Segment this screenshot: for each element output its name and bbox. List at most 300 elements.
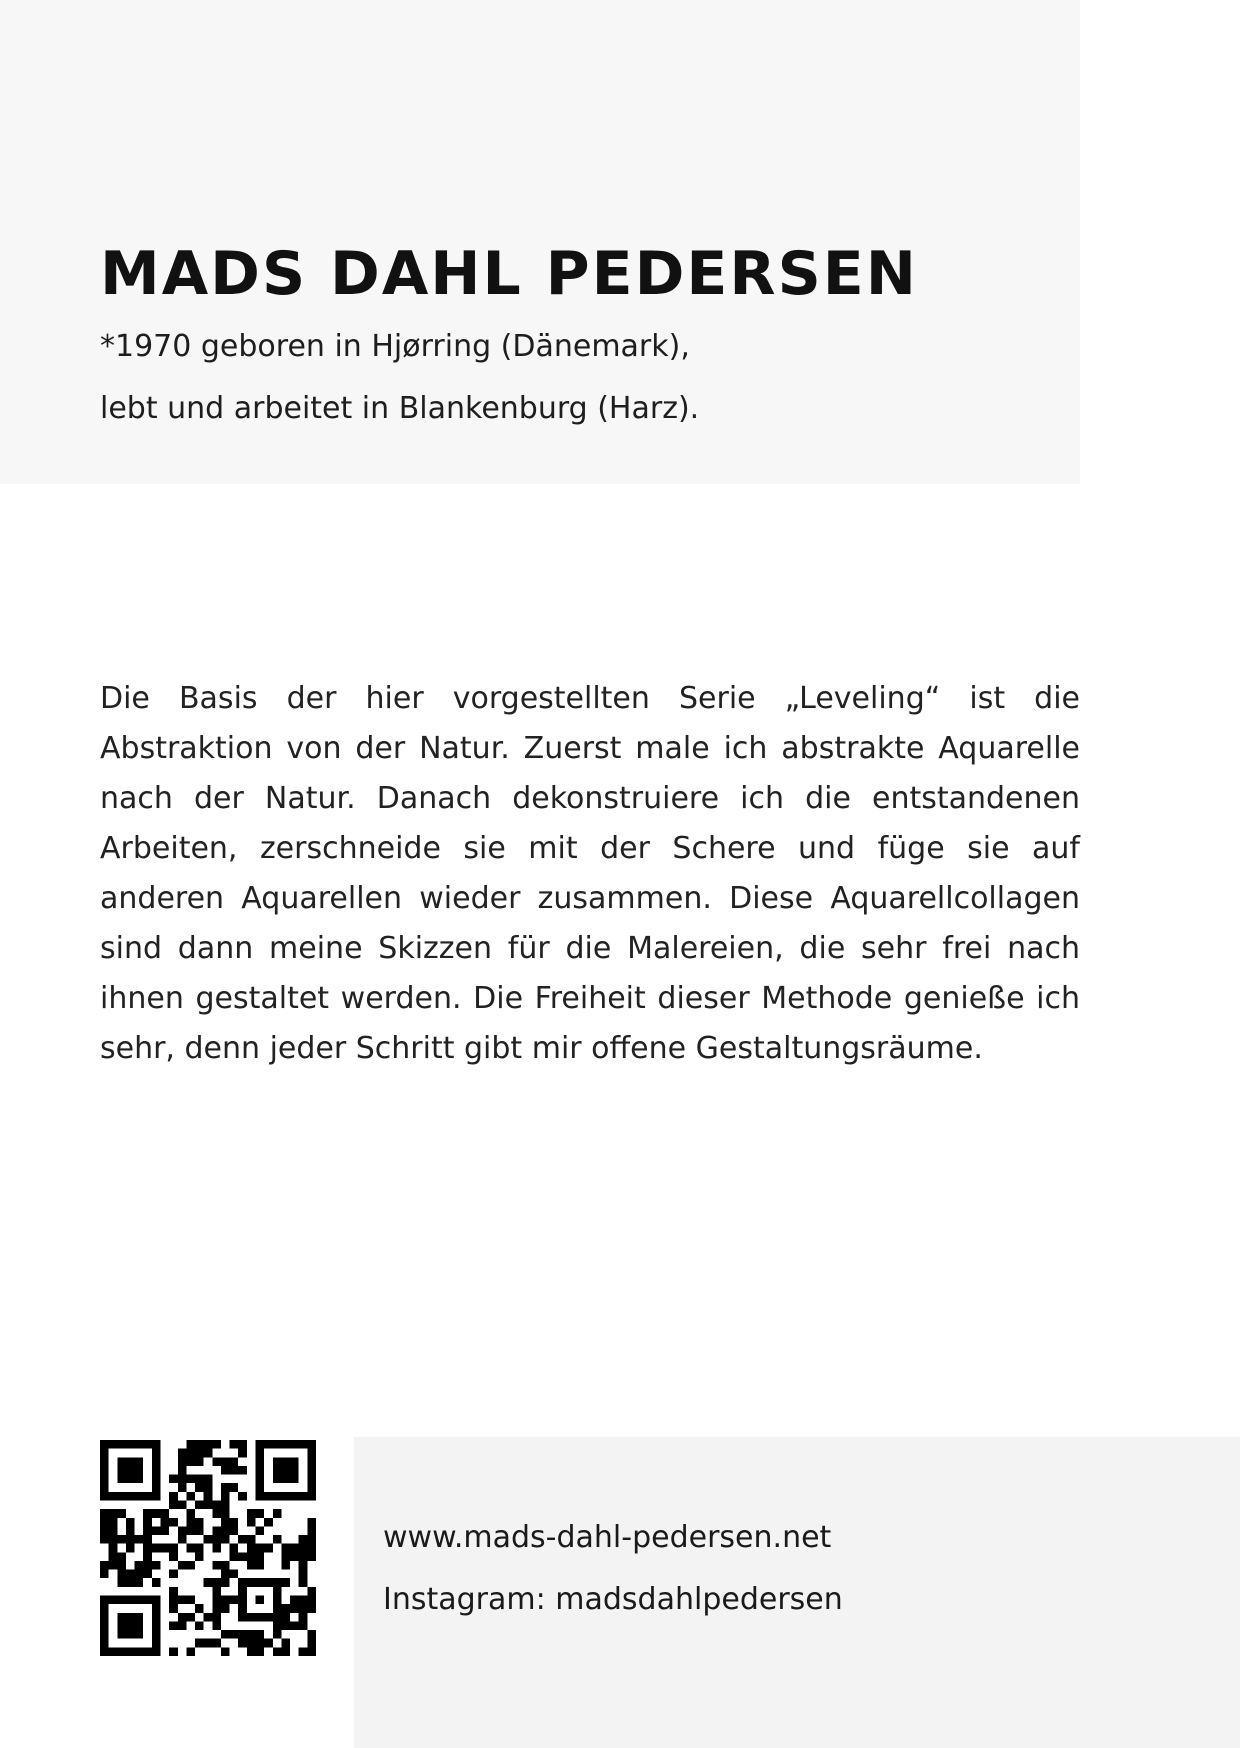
qr-module	[135, 1535, 144, 1544]
qr-module	[290, 1621, 299, 1630]
qr-module	[247, 1630, 256, 1639]
qr-module	[100, 1475, 109, 1484]
qr-module	[152, 1639, 161, 1648]
qr-module	[100, 1457, 109, 1466]
qr-module	[273, 1604, 282, 1613]
qr-module	[143, 1535, 152, 1544]
qr-module	[247, 1535, 256, 1544]
qr-module	[256, 1578, 265, 1587]
qr-module	[152, 1578, 161, 1587]
qr-module	[135, 1578, 144, 1587]
qr-module	[230, 1457, 239, 1466]
qr-module	[169, 1475, 178, 1484]
qr-module	[307, 1492, 316, 1501]
qr-module	[247, 1561, 256, 1570]
qr-module	[143, 1509, 152, 1518]
qr-module	[178, 1561, 187, 1570]
qr-module	[230, 1483, 239, 1492]
qr-module	[238, 1466, 247, 1475]
qr-module	[109, 1647, 118, 1656]
qr-module	[186, 1518, 195, 1527]
qr-module	[247, 1578, 256, 1587]
qr-module	[152, 1630, 161, 1639]
qr-module	[307, 1440, 316, 1449]
qr-module	[126, 1518, 135, 1527]
qr-module	[230, 1466, 239, 1475]
qr-module	[178, 1500, 187, 1509]
qr-module	[152, 1457, 161, 1466]
qr-module	[135, 1613, 144, 1622]
qr-module	[195, 1440, 204, 1449]
qr-module	[204, 1535, 213, 1544]
qr-module	[195, 1475, 204, 1484]
qr-module	[221, 1596, 230, 1605]
qr-module	[126, 1647, 135, 1656]
instagram-handle[interactable]: Instagram: madsdahlpedersen	[383, 1582, 843, 1617]
qr-module	[117, 1552, 126, 1561]
qr-module	[152, 1449, 161, 1458]
qr-module	[256, 1544, 265, 1553]
qr-module	[126, 1613, 135, 1622]
qr-module	[230, 1552, 239, 1561]
qr-module	[273, 1466, 282, 1475]
qr-module	[307, 1449, 316, 1458]
qr-module	[230, 1544, 239, 1553]
qr-module	[117, 1613, 126, 1622]
qr-module	[100, 1526, 109, 1535]
qr-module	[212, 1639, 221, 1648]
qr-module	[221, 1509, 230, 1518]
qr-module	[152, 1492, 161, 1501]
qr-module	[169, 1500, 178, 1509]
qr-module	[135, 1621, 144, 1630]
qr-module	[212, 1561, 221, 1570]
qr-module	[264, 1492, 273, 1501]
qr-module	[230, 1596, 239, 1605]
qr-module	[290, 1466, 299, 1475]
qr-module	[281, 1544, 290, 1553]
qr-module	[135, 1596, 144, 1605]
qr-module	[256, 1440, 265, 1449]
qr-module	[221, 1578, 230, 1587]
qr-module	[160, 1509, 169, 1518]
qr-module	[100, 1440, 109, 1449]
qr-module	[290, 1440, 299, 1449]
qr-module	[273, 1587, 282, 1596]
qr-module	[221, 1535, 230, 1544]
qr-module	[152, 1561, 161, 1570]
bio-residence-line: lebt und arbeitet in Blankenburg (Harz).	[100, 391, 700, 426]
qr-module	[109, 1544, 118, 1553]
qr-module	[212, 1509, 221, 1518]
qr-module	[117, 1475, 126, 1484]
qr-module	[186, 1647, 195, 1656]
qr-module	[212, 1596, 221, 1605]
qr-module	[195, 1544, 204, 1553]
qr-module	[126, 1475, 135, 1484]
qr-module	[212, 1440, 221, 1449]
qr-module	[238, 1613, 247, 1622]
qr-module	[109, 1509, 118, 1518]
qr-module	[178, 1613, 187, 1622]
qr-module	[169, 1621, 178, 1630]
qr-module	[299, 1552, 308, 1561]
qr-module	[186, 1457, 195, 1466]
qr-module	[143, 1492, 152, 1501]
qr-module	[195, 1552, 204, 1561]
qr-module	[290, 1552, 299, 1561]
qr-module	[299, 1561, 308, 1570]
qr-module	[281, 1647, 290, 1656]
qr-module	[221, 1466, 230, 1475]
qr-module	[135, 1440, 144, 1449]
qr-module	[290, 1596, 299, 1605]
qr-module	[143, 1596, 152, 1605]
qr-module	[264, 1613, 273, 1622]
qr-module	[281, 1613, 290, 1622]
qr-module	[299, 1535, 308, 1544]
qr-module	[256, 1552, 265, 1561]
qr-module	[238, 1596, 247, 1605]
qr-module	[281, 1561, 290, 1570]
qr-module	[256, 1647, 265, 1656]
qr-module	[186, 1492, 195, 1501]
qr-code-graphic	[100, 1440, 316, 1656]
qr-module	[135, 1561, 144, 1570]
qr-module	[273, 1647, 282, 1656]
qr-module	[186, 1475, 195, 1484]
qr-module	[299, 1492, 308, 1501]
qr-module	[152, 1475, 161, 1484]
qr-module	[109, 1440, 118, 1449]
qr-module	[143, 1518, 152, 1527]
qr-module	[152, 1526, 161, 1535]
qr-module	[256, 1475, 265, 1484]
qr-module	[238, 1535, 247, 1544]
qr-module	[195, 1526, 204, 1535]
qr-module	[238, 1440, 247, 1449]
qr-module	[152, 1647, 161, 1656]
qr-module	[230, 1526, 239, 1535]
qr-module	[273, 1630, 282, 1639]
qr-module	[135, 1466, 144, 1475]
qr-module	[135, 1647, 144, 1656]
qr-module	[117, 1630, 126, 1639]
qr-module	[299, 1604, 308, 1613]
qr-module	[117, 1561, 126, 1570]
qr-module	[264, 1518, 273, 1527]
qr-module	[273, 1457, 282, 1466]
qr-module	[247, 1613, 256, 1622]
qr-module	[117, 1492, 126, 1501]
qr-module	[143, 1570, 152, 1579]
qr-module	[160, 1518, 169, 1527]
qr-module	[281, 1475, 290, 1484]
qr-module	[126, 1535, 135, 1544]
qr-module	[117, 1596, 126, 1605]
qr-module	[117, 1457, 126, 1466]
qr-module	[221, 1630, 230, 1639]
qr-module	[186, 1526, 195, 1535]
qr-module	[169, 1518, 178, 1527]
qr-module	[152, 1613, 161, 1622]
qr-module	[126, 1440, 135, 1449]
qr-module	[178, 1483, 187, 1492]
qr-module	[195, 1483, 204, 1492]
qr-module	[204, 1449, 213, 1458]
qr-module	[178, 1596, 187, 1605]
qr-module	[299, 1621, 308, 1630]
qr-module	[264, 1639, 273, 1648]
qr-module	[186, 1544, 195, 1553]
bio-birth-line: *1970 geboren in Hjørring (Dänemark),	[100, 329, 690, 364]
qr-module	[100, 1613, 109, 1622]
qr-module	[100, 1561, 109, 1570]
qr-module	[100, 1492, 109, 1501]
qr-module	[186, 1509, 195, 1518]
qr-module	[221, 1561, 230, 1570]
qr-module	[290, 1457, 299, 1466]
qr-module	[204, 1475, 213, 1484]
qr-module	[221, 1526, 230, 1535]
qr-module	[273, 1535, 282, 1544]
qr-module	[195, 1518, 204, 1527]
qr-module	[143, 1526, 152, 1535]
qr-module	[230, 1570, 239, 1579]
qr-module	[204, 1639, 213, 1648]
qr-module	[212, 1526, 221, 1535]
qr-module	[299, 1544, 308, 1553]
qr-module	[247, 1552, 256, 1561]
qr-module	[126, 1621, 135, 1630]
qr-module	[281, 1578, 290, 1587]
qr-module	[117, 1535, 126, 1544]
qr-module	[307, 1552, 316, 1561]
qr-module	[135, 1570, 144, 1579]
qr-module	[281, 1604, 290, 1613]
qr-module	[238, 1449, 247, 1458]
qr-module	[264, 1544, 273, 1553]
qr-module	[221, 1570, 230, 1579]
qr-module	[238, 1552, 247, 1561]
qr-module	[204, 1578, 213, 1587]
qr-module	[100, 1518, 109, 1527]
qr-module	[256, 1449, 265, 1458]
qr-module	[126, 1544, 135, 1553]
qr-module	[160, 1526, 169, 1535]
qr-module	[307, 1544, 316, 1553]
qr-module	[281, 1621, 290, 1630]
qr-module	[307, 1475, 316, 1484]
qr-module	[100, 1639, 109, 1648]
qr-module	[281, 1492, 290, 1501]
qr-module	[178, 1449, 187, 1458]
qr-module	[126, 1578, 135, 1587]
qr-module	[143, 1552, 152, 1561]
qr-module	[299, 1596, 308, 1605]
qr-module	[109, 1596, 118, 1605]
qr-module	[299, 1570, 308, 1579]
qr-module	[100, 1570, 109, 1579]
qr-module	[100, 1509, 109, 1518]
qr-module	[273, 1596, 282, 1605]
qr-module	[264, 1440, 273, 1449]
qr-module	[152, 1596, 161, 1605]
qr-module	[290, 1544, 299, 1553]
qr-module	[126, 1570, 135, 1579]
qr-module	[212, 1604, 221, 1613]
qr-module	[238, 1604, 247, 1613]
series-description: Die Basis der hier vorgestellten Serie „Leveling“ ist die Abstraktion von der Natur. Zuerst male ich abstrakte Aquarelle nach der Natur. Danach dekonstruiere ich die entstandenen Arbeiten, zerschneide sie mit der Schere und füge sie auf anderen Aquarellen wieder zusammen. Diese Aquarellcollagen sind dann meine Skizzen für die Malereien, die sehr frei nach ihnen gestaltet werden. Die Freiheit dieser Methode genieße ich sehr, denn jeder Schritt gibt mir offene Gestaltungsräume.	[100, 681, 1080, 1066]
qr-module	[152, 1509, 161, 1518]
qr-module	[152, 1440, 161, 1449]
qr-module	[169, 1647, 178, 1656]
qr-module	[230, 1518, 239, 1527]
qr-module	[290, 1604, 299, 1613]
qr-module	[152, 1544, 161, 1553]
qr-module	[204, 1500, 213, 1509]
qr-module	[169, 1596, 178, 1605]
qr-module	[186, 1449, 195, 1458]
qr-module	[100, 1449, 109, 1458]
qr-module	[126, 1526, 135, 1535]
qr-module	[135, 1492, 144, 1501]
qr-module	[247, 1509, 256, 1518]
qr-module	[281, 1552, 290, 1561]
qr-module	[238, 1587, 247, 1596]
qr-module	[178, 1475, 187, 1484]
qr-module	[307, 1457, 316, 1466]
qr-module	[152, 1621, 161, 1630]
qr-module	[195, 1500, 204, 1509]
qr-module	[256, 1639, 265, 1648]
qr-module	[256, 1630, 265, 1639]
qr-module	[307, 1535, 316, 1544]
qr-module	[307, 1466, 316, 1475]
qr-module	[178, 1457, 187, 1466]
qr-module	[100, 1483, 109, 1492]
qr-module	[126, 1596, 135, 1605]
qr-module	[256, 1492, 265, 1501]
qr-module	[152, 1466, 161, 1475]
qr-module	[212, 1613, 221, 1622]
qr-module	[204, 1483, 213, 1492]
qr-module	[281, 1440, 290, 1449]
qr-module	[256, 1526, 265, 1535]
qr-module	[299, 1578, 308, 1587]
qr-module	[100, 1621, 109, 1630]
qr-module	[273, 1440, 282, 1449]
qr-module	[152, 1604, 161, 1613]
qr-module	[307, 1483, 316, 1492]
qr-module	[178, 1526, 187, 1535]
qr-module	[204, 1440, 213, 1449]
qr-module	[221, 1604, 230, 1613]
qr-module	[195, 1457, 204, 1466]
qr-module	[273, 1621, 282, 1630]
qr-module	[109, 1518, 118, 1527]
qr-module	[299, 1613, 308, 1622]
qr-module	[307, 1596, 316, 1605]
qr-module	[212, 1578, 221, 1587]
qr-module	[221, 1492, 230, 1501]
qr-module	[169, 1570, 178, 1579]
qr-module	[126, 1466, 135, 1475]
qr-module	[100, 1604, 109, 1613]
qr-module	[299, 1440, 308, 1449]
qr-module	[135, 1457, 144, 1466]
qr-module	[238, 1578, 247, 1587]
qr-module	[169, 1544, 178, 1553]
qr-module	[117, 1578, 126, 1587]
qr-module	[307, 1518, 316, 1527]
qr-module	[117, 1570, 126, 1579]
qr-module	[126, 1457, 135, 1466]
qr-module	[273, 1613, 282, 1622]
qr-module	[307, 1526, 316, 1535]
qr-module	[143, 1647, 152, 1656]
qr-module	[117, 1466, 126, 1475]
qr-module	[109, 1526, 118, 1535]
qr-module	[307, 1630, 316, 1639]
qr-module	[143, 1440, 152, 1449]
qr-module	[256, 1509, 265, 1518]
qr-module	[109, 1492, 118, 1501]
website-link[interactable]: www.mads-dahl-pedersen.net	[383, 1520, 832, 1555]
qr-module	[186, 1596, 195, 1605]
qr-module	[212, 1535, 221, 1544]
qr-module	[169, 1604, 178, 1613]
qr-module	[100, 1596, 109, 1605]
qr-module	[135, 1475, 144, 1484]
qr-module	[195, 1604, 204, 1613]
qr-module	[169, 1552, 178, 1561]
qr-module	[178, 1466, 187, 1475]
qr-module	[178, 1535, 187, 1544]
qr-module	[256, 1561, 265, 1570]
qr-module	[247, 1544, 256, 1553]
qr-module	[100, 1466, 109, 1475]
qr-module	[307, 1587, 316, 1596]
qr-module	[290, 1475, 299, 1484]
qr-module	[281, 1466, 290, 1475]
qr-module	[307, 1639, 316, 1648]
qr-code-icon[interactable]	[100, 1440, 316, 1656]
qr-module	[256, 1596, 265, 1605]
qr-module	[230, 1440, 239, 1449]
qr-module	[221, 1457, 230, 1466]
qr-module	[186, 1613, 195, 1622]
qr-module	[195, 1639, 204, 1648]
qr-module	[299, 1647, 308, 1656]
qr-module	[256, 1613, 265, 1622]
qr-module	[230, 1630, 239, 1639]
qr-module	[143, 1544, 152, 1553]
qr-module	[178, 1621, 187, 1630]
qr-module	[100, 1535, 109, 1544]
qr-module	[212, 1621, 221, 1630]
qr-module	[117, 1440, 126, 1449]
qr-module	[126, 1492, 135, 1501]
qr-module	[212, 1587, 221, 1596]
qr-module	[160, 1544, 169, 1553]
qr-module	[238, 1630, 247, 1639]
qr-module	[117, 1509, 126, 1518]
qr-module	[221, 1647, 230, 1656]
qr-module	[109, 1535, 118, 1544]
qr-module	[238, 1639, 247, 1648]
qr-module	[169, 1587, 178, 1596]
